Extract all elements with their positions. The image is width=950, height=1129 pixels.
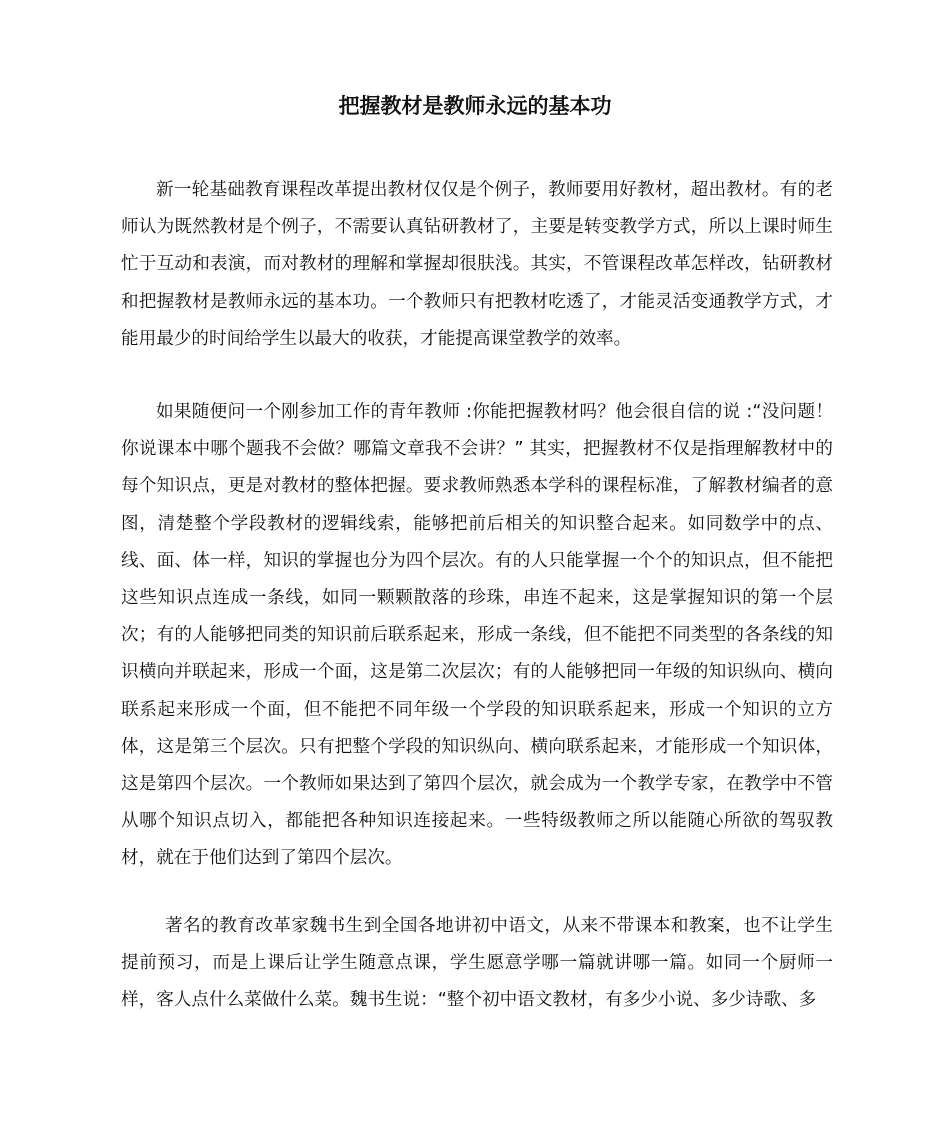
document-title: 把握教材是教师永远的基本功 — [338, 94, 612, 118]
paragraph-1: 新一轮基础教育课程改革提出教材仅仅是个例子，教师要用好教材，超出教材。有的老师认为既然教材是个例子，不需要认真钻研教材了，主要是转变教学方式，所以上课时师生忙于互动和表演，而对教材的理解和掌握却很肤浅。其实，不管课程改革怎样改，钻研教材和把握教材是教师永远的基本功。一个教师只有把教材吃透了，才能灵活变通教学方式，才能用最少的时间给学生以最大的收获，才能提高课堂教学的效率。 — [121, 180, 833, 349]
paragraph-2: 如果随便问一个刚参加工作的青年教师 :你能把握教材吗？他会很自信的说 :“没问题！你说课本中哪个题我不会做？哪篇文章我不会讲？” 其实，把握教材不仅是指理解教材中的每个知识点，更是对教材的整体把握。要求教师熟悉本学科的课程标准，了解教材编者的意图，清楚整个学段教材的逻辑线索，能够把前后相关的知识整合起来。如同数学中的点、线、面、体一样，知识的掌握也分为四个层次。有的人只能掌握一个个的知识点，但不能把这些知识点连成一条线，如同一颗颗散落的珍珠，串连不起来，这是掌握知识的第一个层次；有的人能够把同类的知识前后联系起来，形成一条线，但不能把不同类型的各条线的知识横向并联起来，形成一个面，这是第二次层次；有的人能够把同一年级的知识纵向、横向联系起来形成一个面，但不能把不同年级一个学段的知识联系起来，形成一个知识的立方体，这是第三个层次。只有把整个学段的知识纵向、横向联系起来，才能形成一个知识体，这是第四个层次。一个教师如果达到了第四个层次，就会成为一个教学专家，在教学中不管从哪个知识点切入，都能把各种知识连接起来。一些特级教师之所以能随心所欲的驾驭教材，就在于他们达到了第四个层次。 — [121, 402, 833, 869]
paragraph-3: 著名的教育改革家魏书生到全国各地讲初中语文，从来不带课本和教案，也不让学生提前预习，而是上课后让学生随意点课，学生愿意学哪一篇就讲哪一篇。如同一个厨师一样，客人点什么菜做什么菜。魏书生说：“整个初中语文教材，有多少小说、多少诗歌、多 — [121, 916, 833, 1011]
